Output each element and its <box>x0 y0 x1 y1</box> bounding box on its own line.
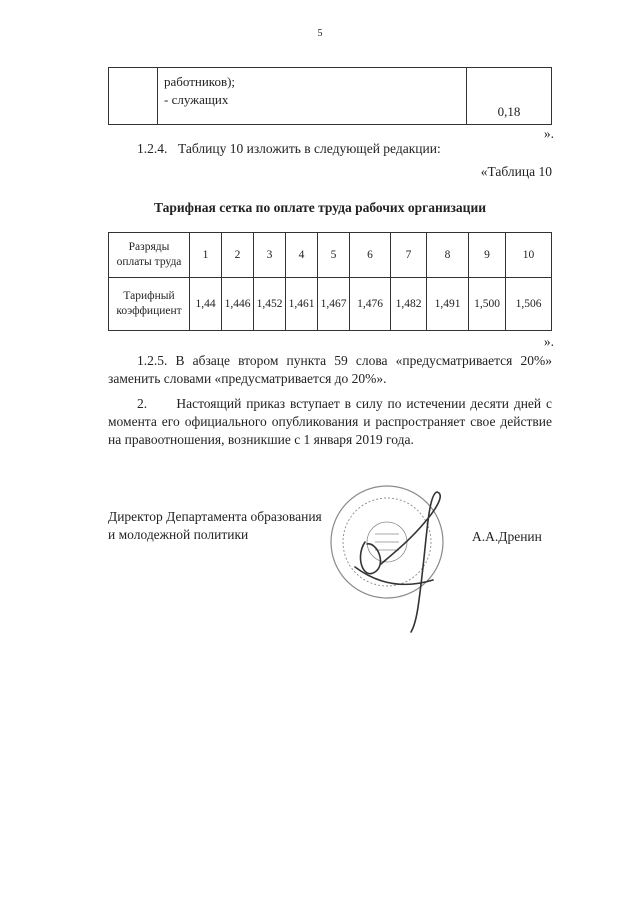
item-1-2-4-number: 1.2.4. <box>137 141 168 156</box>
item-1-2-4-text: Таблицу 10 изложить в следующей редакции: <box>178 141 441 156</box>
continued-table <box>108 67 552 125</box>
continued-table-line2: - служащих <box>164 92 229 107</box>
tariff-table-row-grades <box>109 233 552 278</box>
signatory-position-line2: и молодежной политики <box>108 527 249 542</box>
coefficient-cell: 1,491 <box>427 278 469 331</box>
grade-cell: 5 <box>318 233 350 278</box>
coefficient-cell: 1,482 <box>391 278 427 331</box>
grade-cell: 6 <box>350 233 391 278</box>
coefficient-cell: 1,44 <box>190 278 222 331</box>
coefficient-cell: 1,452 <box>254 278 286 331</box>
page-number: 5 <box>317 28 323 39</box>
item-2-line2: момента его официального опубликования и распространяет свое действие <box>108 414 552 429</box>
coefficient-cell: 1,446 <box>222 278 254 331</box>
tariff-table <box>108 232 552 331</box>
grade-cell: 7 <box>391 233 427 278</box>
coefficient-cell: 1,476 <box>350 278 391 331</box>
coefficient-cell: 1,506 <box>506 278 552 331</box>
table-label: «Таблица 10 <box>480 164 552 179</box>
tariff-table-row-coefficients <box>109 278 552 331</box>
coefficient-cell: 1,500 <box>469 278 506 331</box>
continued-table-value: 0,18 <box>467 68 552 125</box>
item-1-2-5-line1: 1.2.5. В абзаце втором пункта 59 слова «предусматривается 20%» <box>137 353 552 368</box>
grade-cell: 9 <box>469 233 506 278</box>
closing-quote: ». <box>543 126 554 141</box>
coefficient-cell: 1,461 <box>286 278 318 331</box>
signatory-position-line1: Директор Департамента образования <box>108 509 322 524</box>
closing-quote: ». <box>543 334 554 349</box>
item-1-2-5-line2: заменить словами «предусматривается до 20%». <box>108 371 387 386</box>
tariff-row-header-coefficients: Тарифный коэффициент <box>109 278 190 331</box>
coefficient-cell: 1,467 <box>318 278 350 331</box>
item-2-line3: на правоотношения, возникшие с 1 января 2019 года. <box>108 432 414 447</box>
tariff-row-header-grades: Разряды оплаты труда <box>109 233 190 278</box>
grade-cell: 1 <box>190 233 222 278</box>
table-title: Тарифная сетка по оплате труда рабочих организации <box>153 200 487 215</box>
grade-cell: 10 <box>506 233 552 278</box>
official-stamp-and-signature <box>315 472 460 642</box>
grade-cell: 8 <box>427 233 469 278</box>
continued-table-num-cell <box>109 68 158 125</box>
signature-strokes <box>355 492 440 632</box>
continued-table-line1: работников); <box>164 74 236 89</box>
item-2-line1: 2. Настоящий приказ вступает в силу по истечении десяти дней с <box>137 396 552 411</box>
grade-cell: 3 <box>254 233 286 278</box>
signatory-name: А.А.Дренин <box>472 529 542 544</box>
grade-cell: 2 <box>222 233 254 278</box>
continued-table-text-cell <box>158 68 467 125</box>
grade-cell: 4 <box>286 233 318 278</box>
